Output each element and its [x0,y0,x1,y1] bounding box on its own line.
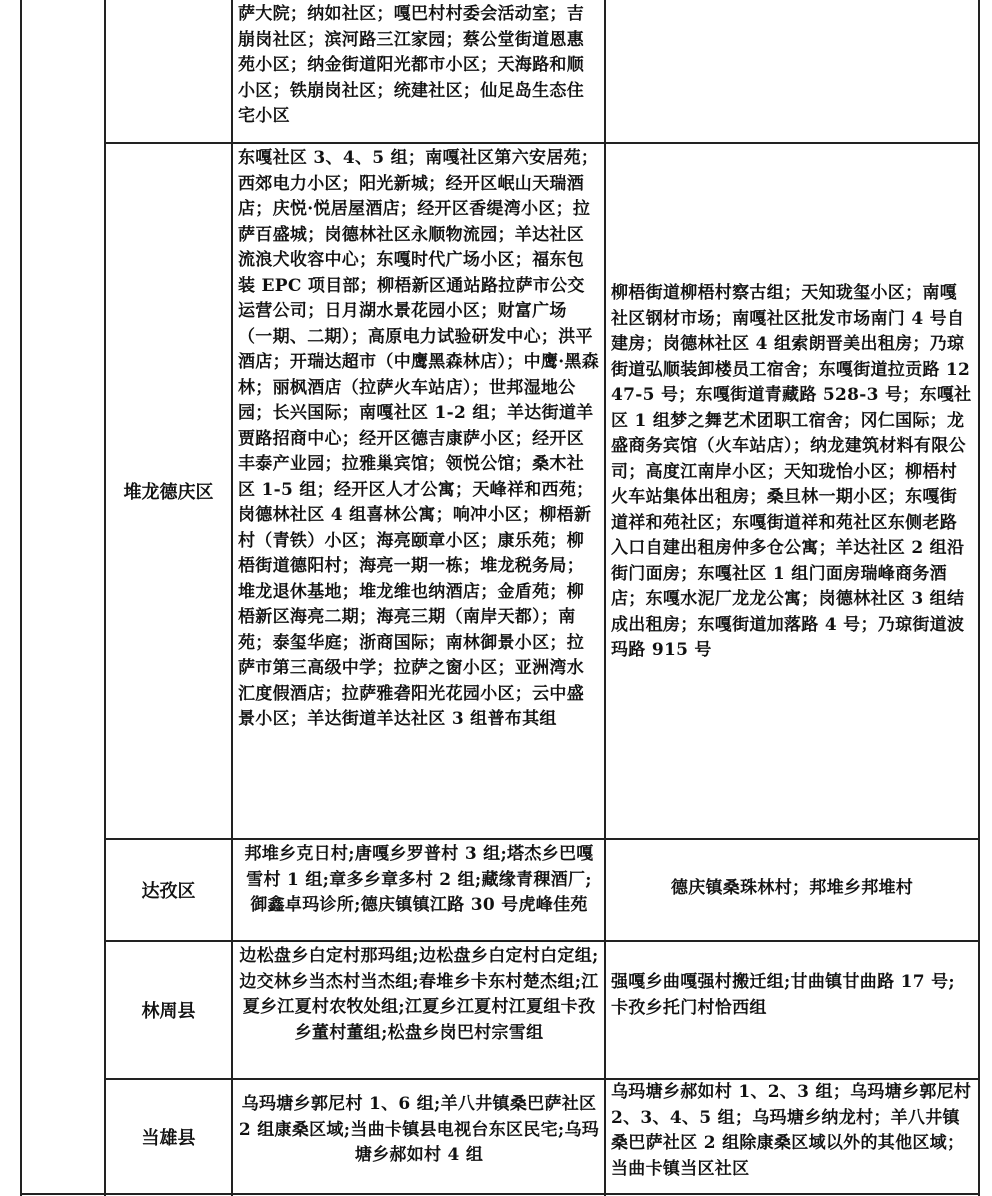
column-divider-2 [231,0,233,1196]
row-3-locations: 边松盘乡白定村那玛组;边松盘乡白定村白定组;边交林乡当杰村当杰组;春堆乡卡东村楚杰组;江夏乡江夏村农牧处组;江夏乡江夏村江夏组卡孜乡董村董组;松盘乡岗巴村宗雪组 [239,946,599,1043]
row-1-col2 [238,146,600,838]
row-2-locations: 邦堆乡克日村;唐嘎乡罗普村 3 组;塔杰乡巴嘎雪村 1 组;章多乡章多村 2 组;藏缘青稞酒厂;御鑫卓玛诊所;德庆镇镇江路 30 号虎峰佳苑 [244,844,594,915]
row-1-locations: 东嘎社区 3、4、5 组；南嘎社区第六安居苑；西郊电力小区；阳光新城；经开区岷山天瑞酒店；庆悦·悦居屋酒店；经开区香缇湾小区；拉萨百盛城；岗德林社区永顺物流园；羊达社区流浪犬收容中心；东嘎时代广场小区；福东包装 EPC 项目部；柳梧新区通站路拉萨市公交运营公司；日月湖水景花园小区；财富广场（一期、二期）；高原电力试验研发中心；洪平酒店；开瑞达超市（中鹰黑森林店）；中鹰·黑森林；丽枫酒店（拉萨火车站店）；世邦湿地公园；长兴国际；南嘎社区 1-2 组；羊达街道羊贾路招商中心；经开区德吉康萨小区；经开区丰泰产业园；拉雅巢宾馆；领悦公馆；桑木社区 1-5 组；经开区人才公寓；天峰祥和西苑；岗德林社区 4 组喜林公寓；响冲小区；柳梧新村（青铁）小区；海亮颐章小区；康乐苑；柳梧街道德阳村；海亮一期一栋；堆龙税务局；堆龙退休基地；堆龙维也纳酒店；金盾苑；柳梧新区海亮二期；海亮三期（南岸天都）；南苑；泰玺华庭；浙商国际；南林御景小区；拉萨市第三高级中学；拉萨之窗小区；亚洲湾水汇度假酒店；拉萨雅砻阳光花园小区；云中盛景小区；羊达街道羊达社区 3 组普布其组 [238,148,600,729]
row-2-col2 [238,840,600,940]
row-2-locations-col3: 德庆镇桑珠林村；邦堆乡邦堆村 [670,878,914,898]
table-border-right [978,0,980,1196]
row-3-col2 [238,944,600,1078]
column-divider-3 [604,0,606,1196]
row-divider-1 [104,142,980,144]
district-duilongdeqing [106,144,231,838]
district-dangxiong [106,1080,231,1193]
row-divider-3 [104,940,980,942]
district-dazi [106,840,231,940]
district-label: 堆龙德庆区 [123,482,214,503]
row-2-col3 [611,876,973,906]
row-4-col3 [611,1080,973,1192]
district-label: 林周县 [141,1001,196,1022]
row-0-col2 [238,2,600,142]
row-4-col2 [238,1092,600,1192]
district-linzhou [106,942,231,1078]
table-border-bottom [20,1193,980,1195]
row-4-locations-col3: 乌玛塘乡郝如村 1、2、3 组；乌玛塘乡郭尼村 2、3、4、5 组；乌玛塘乡纳龙村；羊八井镇桑巴萨社区 2 组除康桑区域以外的其他区域；当曲卡镇当区社区 [611,1082,972,1179]
district-label: 达孜区 [141,881,196,902]
row-0-locations: 萨大院；纳如社区；嘎巴村村委会活动室；吉崩岗社区；滨河路三江家园；蔡公堂街道恩惠苑小区；纳金街道阳光都市小区；天海路和顺小区；铁崩岗社区；统建社区；仙足岛生态住宅小区 [238,4,584,126]
district-label: 当雄县 [141,1127,196,1149]
row-1-col3 [611,281,973,711]
row-4-locations: 乌玛塘乡郭尼村 1、6 组;羊八井镇桑巴萨社区 2 组康桑区域;当曲卡镇县电视台东区民宅;乌玛塘乡郝如村 4 组 [238,1094,600,1165]
table-border-left [20,0,22,1196]
row-3-col3 [611,970,973,1026]
row-3-locations-col3: 强嘎乡曲嘎强村搬迁组;甘曲镇甘曲路 17 号; 卡孜乡托门村恰西组 [611,972,955,1018]
row-1-locations-col3: 柳梧街道柳梧村察古组；天知珑玺小区；南嘎社区钢材市场；南嘎社区批发市场南门 4 号自建房；岗德林社区 4 组索朗晋美出租房；乃琼街道弘顺装卸楼员工宿舍；东嘎街道拉贡路 1247-5 号；东嘎街道青藏路 528-3 号；东嘎社区 1 组梦之舞艺术团职工宿舍；冈仁国际；龙盛商务宾馆（火车站店）；纳龙建筑材料有限公司；高度江南岸小区；天知珑怡小区；柳梧村火车站集体出租房；桑旦林一期小区；东嘎街道祥和苑社区；东嘎街道祥和苑社区东侧老路入口自建出租房仲多仓公寓；羊达社区 2 组沿街门面房；东嘎社区 1 组门面房瑞峰商务酒店；东嘎水泥厂龙龙公寓；岗德林社区 3 组结成出租房；东嘎街道加落路 4 号；乃琼街道波玛路 915 号 [611,283,972,660]
